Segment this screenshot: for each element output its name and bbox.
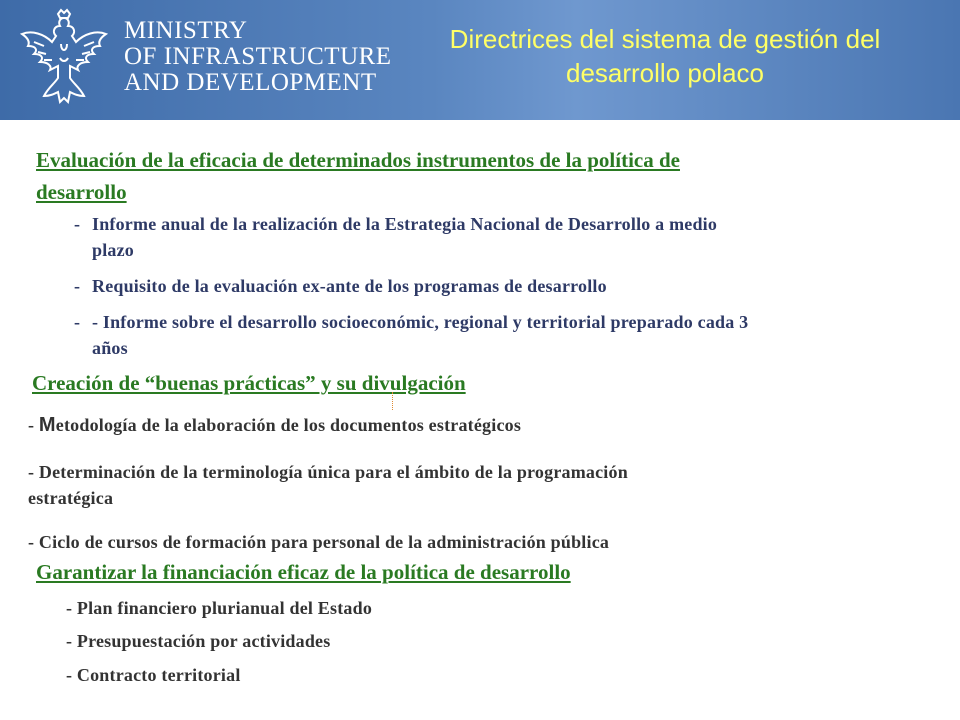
list-item-text: Requisito de la evaluación ex-ante de los programas de desarrollo <box>92 276 607 296</box>
list-item-text: - Determinación de la terminología única para el ámbito de la programación <box>28 462 628 482</box>
list-item: - Ciclo de cursos de formación para personal de la administración pública <box>28 532 610 552</box>
text-cursor <box>392 392 395 410</box>
ministry-line-2: OF INFRASTRUCTURE <box>124 43 392 70</box>
list-item-text: - Informe sobre el desarrollo socioeconómic, regional y territorial preparado cada 3 <box>92 312 749 332</box>
section-1-heading <box>36 144 916 208</box>
slide-title-line-2: desarrollo polaco <box>565 58 764 88</box>
list-item: - Plan financiero plurianual del Estado <box>66 598 373 618</box>
slide-title <box>400 22 930 90</box>
list-item: - Requisito de la evaluación ex-ante de los programas de desarrollo <box>74 276 607 296</box>
slide-title-line-1: Directrices del sistema de gestión del <box>449 24 881 54</box>
list-item: - Metodología de la elaboración de los documentos estratégicos <box>28 414 522 436</box>
section-1-heading-line-1: Evaluación de la eficacia de determinados instrumentos de la política de <box>36 148 680 172</box>
list-item: - Presupuestación por actividades <box>66 631 331 651</box>
list-item-text-cont: plazo <box>92 240 135 260</box>
section-2-heading: Creación de “buenas prácticas” y su divulgación <box>32 371 466 395</box>
list-item: - - Informe sobre el desarrollo socioeconómic, regional y territorial preparado cada 3 años <box>74 312 749 358</box>
list-item <box>28 459 928 511</box>
section-1-heading-line-2: desarrollo <box>36 180 127 204</box>
list-item-text-cont: estratégica <box>28 488 114 508</box>
ministry-name <box>124 18 392 96</box>
list-item-text: Informe anual de la realización de la Estrategia Nacional de Desarrollo a medio <box>92 214 718 234</box>
ministry-line-1: MINISTRY <box>124 17 248 44</box>
list-item-text-cont: años <box>92 338 128 358</box>
list-item: - Informe anual de la realización de la Estrategia Nacional de Desarrollo a medio plazo <box>74 214 718 260</box>
ministry-line-3: AND DEVELOPMENT <box>124 69 377 96</box>
header-band <box>0 0 960 120</box>
section-3-heading: Garantizar la financiación eficaz de la política de desarrollo <box>36 560 571 584</box>
eagle-emblem-icon <box>14 8 114 112</box>
list-item: - Contracto territorial <box>66 665 241 685</box>
